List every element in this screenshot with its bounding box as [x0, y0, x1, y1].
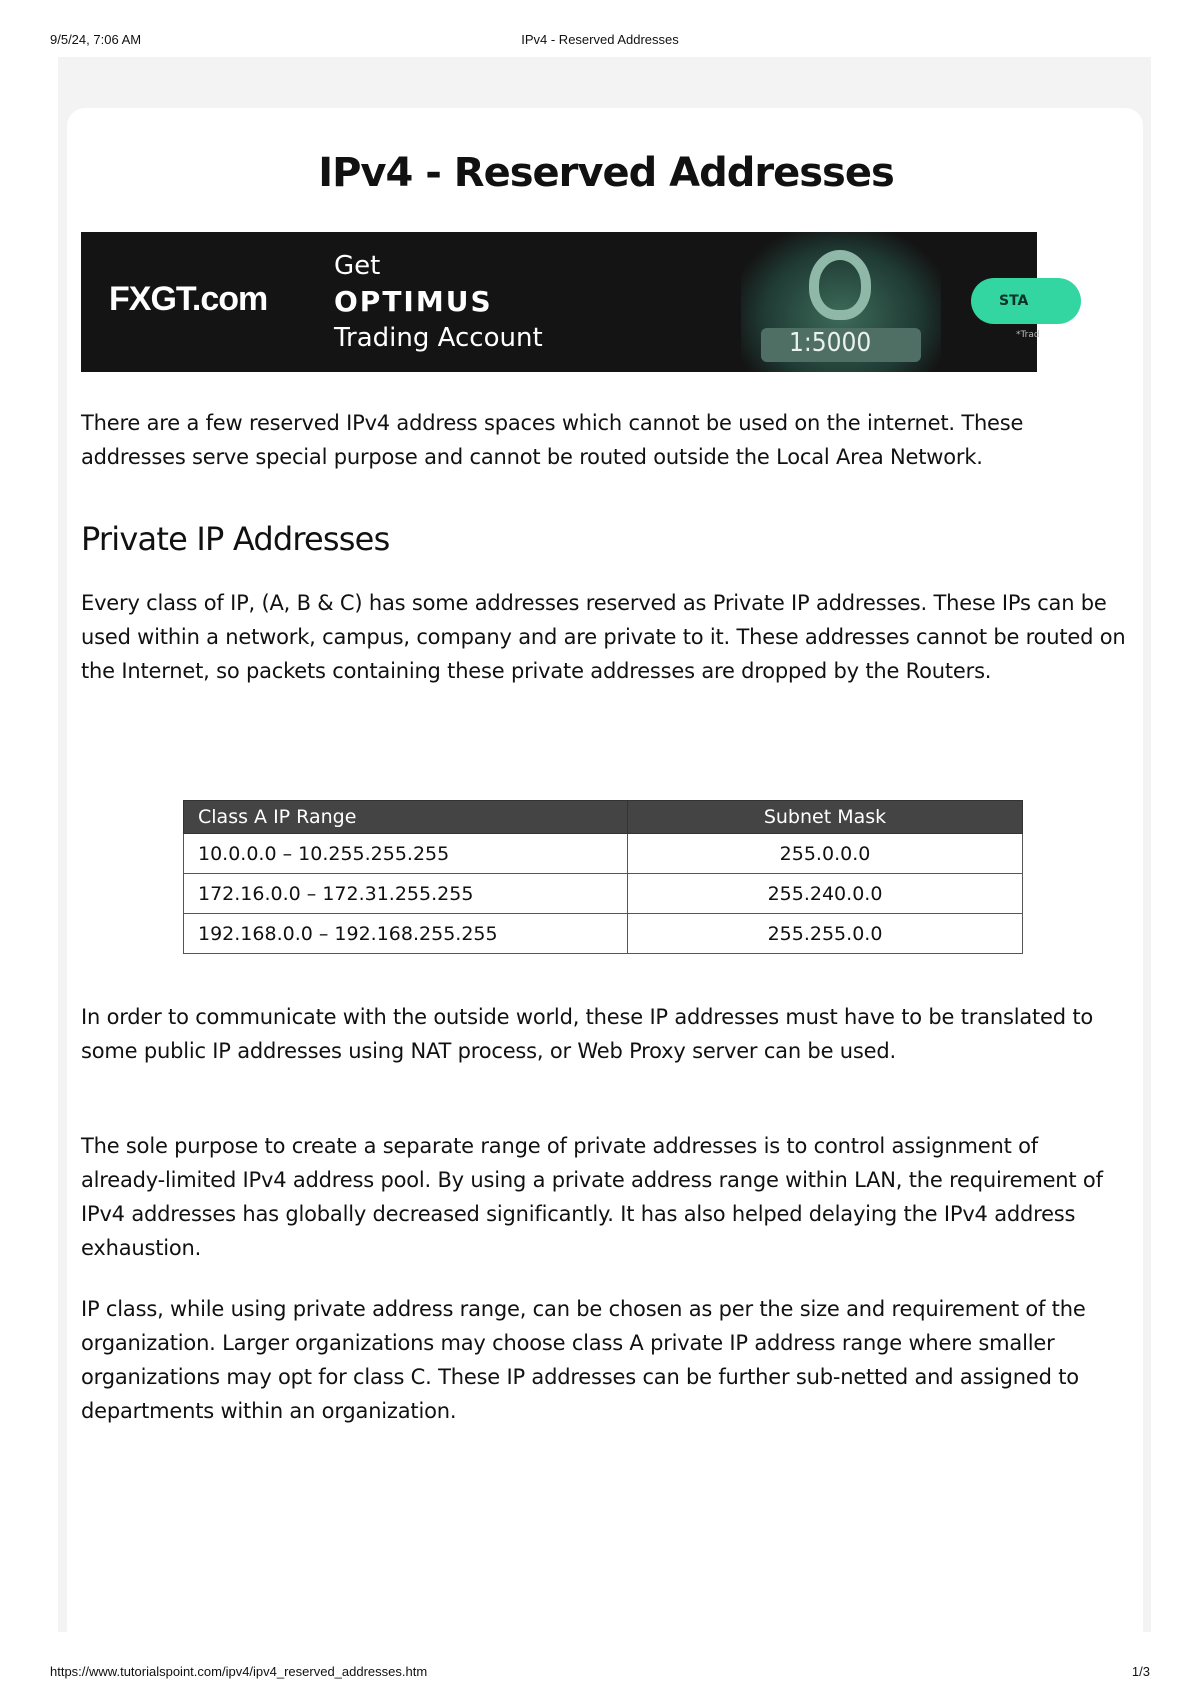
- table-cell-mask: 255.240.0.0: [628, 874, 1023, 914]
- table-header-row: [184, 801, 1023, 834]
- ad-logo: FXGT.com: [109, 280, 268, 318]
- table-cell-range: 10.0.0.0 – 10.255.255.255: [184, 834, 628, 874]
- print-footer: [50, 1664, 1150, 1682]
- para-private-ips: [81, 586, 1126, 688]
- intro-paragraph: There are a few reserved IPv4 address spaces which cannot be used on the internet. These addresses serve special purpose and cannot be routed outside the Local Area Network.: [81, 411, 1024, 469]
- ad-banner[interactable]: [81, 232, 1040, 372]
- paragraph-2: In order to communicate with the outside world, these IP addresses must have to be translated to some public IP addresses using NAT process, or Web Proxy server can be used.: [81, 1005, 1094, 1063]
- table-header-range: Class A IP Range: [184, 801, 628, 834]
- para-purpose: [81, 1129, 1126, 1265]
- ad-start-button[interactable]: STA: [971, 278, 1081, 324]
- ad-illustration: [741, 232, 941, 372]
- private-ip-table: [183, 800, 1023, 954]
- ad-ring-icon: [809, 250, 871, 320]
- ad-line-optimus: OPTIMUS: [334, 285, 493, 318]
- table-cell-mask: 255.0.0.0: [628, 834, 1023, 874]
- table-row: [184, 834, 1023, 874]
- ad-line-trading: Trading Account: [334, 323, 543, 353]
- article-content: [81, 406, 1126, 474]
- section-private: [81, 520, 1126, 558]
- para-class-choice: [81, 1292, 1126, 1428]
- table-row: [184, 914, 1023, 954]
- table-header-mask: Subnet Mask: [628, 801, 1023, 834]
- paragraph-1: Every class of IP, (A, B & C) has some addresses reserved as Private IP addresses. These IPs can be used within a network, campus, company and are private to it. These addresses cannot be routed on the Internet, so packets containing these private addresses are dropped by the Routers.: [81, 591, 1126, 683]
- print-doc-title: IPv4 - Reserved Addresses: [521, 32, 679, 47]
- ad-fine-print: *Trad: [1016, 330, 1040, 340]
- ad-text: [334, 248, 543, 356]
- table-cell-range: 192.168.0.0 – 192.168.255.255: [184, 914, 628, 954]
- ad-leverage: 1:5000: [789, 328, 872, 358]
- table-cell-range: 172.16.0.0 – 172.31.255.255: [184, 874, 628, 914]
- table-cell-mask: 255.255.0.0: [628, 914, 1023, 954]
- print-header: [50, 32, 1150, 50]
- print-page-number: 1/3: [1131, 1664, 1150, 1679]
- table-row: [184, 874, 1023, 914]
- article-card: [67, 108, 1143, 1648]
- para-nat: [81, 1000, 1126, 1068]
- ad-line-get: Get: [334, 251, 381, 281]
- paragraph-3: The sole purpose to create a separate range of private addresses is to control assignment of already-limited IPv4 address pool. By using a private address range within LAN, the requirement of IPv4 addresses has globally decreased significantly. It has also helped delaying the IPv4 address exhaustion.: [81, 1134, 1103, 1260]
- page-title: IPv4 - Reserved Addresses: [318, 150, 894, 196]
- print-datetime: 9/5/24, 7:06 AM: [50, 32, 142, 47]
- print-url: https://www.tutorialspoint.com/ipv4/ipv4_reserved_addresses.htm: [50, 1664, 428, 1679]
- paragraph-4: IP class, while using private address range, can be chosen as per the size and requirement of the organization. Larger organizations may choose class A private IP address range where smaller organizations may opt for class C. These IP addresses can be further sub-netted and assigned to departments within an organization.: [81, 1297, 1086, 1423]
- section-heading: Private IP Addresses: [81, 520, 390, 558]
